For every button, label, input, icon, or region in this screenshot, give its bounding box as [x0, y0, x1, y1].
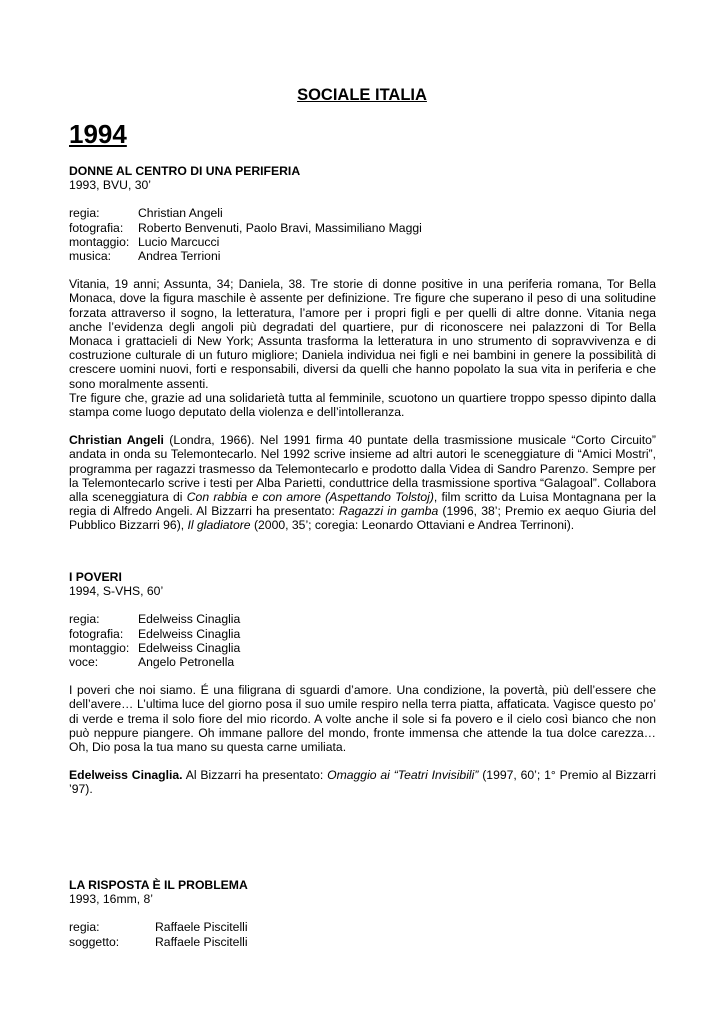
film-reference: Omaggio ai “Teatri Invisibili”	[327, 768, 479, 783]
credit-row	[69, 641, 240, 655]
film-reference: Con rabbia e con amore (Aspettando Tolstoj)	[186, 490, 434, 505]
bio-text: (1997, 60’; 1° Premio al Bizzarri ’97).	[69, 768, 656, 797]
credit-name: Raffaele Piscitelli	[155, 934, 248, 949]
credits-table	[69, 612, 240, 669]
film-info: 1993, 16mm, 8’	[69, 892, 154, 907]
credit-row	[69, 235, 422, 249]
film-info: 1993, BVU, 30’	[69, 178, 151, 193]
synopsis-continued: Tre figure che, grazie ad una solidarietà tutta al femminile, scuotono un quartiere troppo spesso dipinto dalla stampa come luogo deputato della violenza e dell’intolleranza.	[69, 390, 656, 420]
credit-role: regia:	[69, 920, 100, 935]
film-title: LA RISPOSTA È IL PROBLEMA	[69, 878, 248, 892]
bio-text: (1996, 38’; Premio ex aequo Giuria del Pubblico Bizzarri 96),	[69, 504, 656, 533]
bio-text: , film scritto da Luisa Montagnana per la regia di Alfredo Angeli. Al Bizzarri ha presentato:	[69, 490, 656, 519]
author-name: Christian Angeli	[69, 433, 164, 448]
credit-role: montaggio:	[69, 640, 130, 655]
credit-role: regia:	[69, 612, 100, 627]
credit-role: regia:	[69, 206, 100, 221]
credit-name: Andrea Terrioni	[138, 249, 221, 264]
credit-role: fotografia:	[69, 626, 124, 641]
film-title: I POVERI	[69, 570, 122, 584]
credit-row	[69, 935, 248, 949]
credit-name: Angelo Petronella	[138, 655, 235, 670]
credit-name: Raffaele Piscitelli	[155, 920, 248, 935]
bio-text: (2000, 35’; coregia: Leonardo Ottaviani e Andrea Terrinoni).	[250, 518, 575, 533]
credits-table	[69, 206, 422, 263]
film-reference: Il gladiatore	[187, 518, 251, 533]
film-entry	[69, 878, 656, 949]
bio-text: Al Bizzarri ha presentato:	[182, 768, 328, 783]
credit-name: Edelweiss Cinaglia	[138, 612, 241, 627]
author-name: Edelweiss Cinaglia.	[69, 768, 183, 783]
author-bio	[69, 433, 656, 532]
credit-name: Roberto Benvenuti, Paolo Bravi, Massimiliano Maggi	[138, 220, 422, 235]
synopsis: I poveri che noi siamo. É una filigrana di sguardi d’amore. Una condizione, la povertà, più dell’essere che dell’avere… L’ultima luce del giorno posa il suo umile respiro nella terra piatta, affaticata. Vagisce questo po’ di verde e trema il solo fiore del mio ricordo. A volte anche il sole si fa povero e il cielo così bianco che non può neppure piangere. Oh immane pallore del mondo, fronte immensa che attende la tua dolce carezza… Oh, Dio posa la tua mano su questa carne umiliata.	[69, 683, 656, 755]
credit-row	[69, 655, 240, 669]
section-title: SOCIALE ITALIA	[297, 86, 427, 104]
credit-row	[69, 221, 422, 235]
credit-row	[69, 627, 240, 641]
credit-row	[69, 249, 422, 263]
credit-role: fotografia:	[69, 220, 124, 235]
credit-name: Edelweiss Cinaglia	[138, 640, 241, 655]
credits-table	[69, 920, 248, 948]
author-bio	[69, 768, 656, 796]
credit-name: Edelweiss Cinaglia	[138, 626, 241, 641]
credit-role: soggetto:	[69, 934, 120, 949]
film-entry	[69, 570, 656, 797]
bio-text: (Londra, 1966). Nel 1991 firma 40 puntate della trasmissione musicale “Corto Circuito” andata in onda su Telemontecarlo. Nel 1992 scrive insieme ad altri autori le sceneggiature di “Amici Mostri”, programma per ragazzi trasmesso da Telemontecarlo e prodotto dalla Videa di Sandro Parenzo. Sempre per la Telemontecarlo scrive i testi per Alba Parietti, conduttrice della trasmissione sportiva “Galagoal”. Collabora alla sceneggiatura di	[69, 433, 656, 505]
film-reference: Ragazzi in gamba	[339, 504, 439, 519]
credit-role: voce:	[69, 655, 99, 670]
credit-name: Lucio Marcucci	[138, 234, 220, 249]
credit-row	[69, 612, 240, 626]
credit-row	[69, 206, 422, 220]
film-title: DONNE AL CENTRO DI UNA PERIFERIA	[69, 164, 301, 178]
year-heading: 1994	[69, 119, 127, 149]
film-entry	[69, 164, 656, 533]
credit-row	[69, 920, 248, 934]
synopsis: Vitania, 19 anni; Assunta, 34; Daniela, 38. Tre storie di donne positive in una periferia romana, Tor Bella Monaca, dove la figura maschile è assente per definizione. Tre figure che superano il peso di una solitudine forzata attraverso il sogno, la letteratura, l’amore per i propri figli e per quelli di altre donne. Vitania nega anche l’evidenza degli angoli più degradati del quartiere, pur di riconoscere nei palazzoni di Tor Bella Monaca i grattacieli di New York; Assunta trasforma la letteratura in uno strumento di sopravvivenza e di costruzione culturale di un futuro migliore; Daniela individua nei figli e nei bambini in genere la possibilità di crescere uomini nuovi, forti e responsabili, diversi da quelli che hanno popolato la sua vita in periferia e che sono moralmente assenti.	[69, 277, 656, 391]
credit-role: montaggio:	[69, 234, 130, 249]
credit-name: Christian Angeli	[138, 206, 223, 221]
credit-role: musica:	[69, 249, 111, 264]
film-info: 1994, S-VHS, 60’	[69, 584, 164, 599]
